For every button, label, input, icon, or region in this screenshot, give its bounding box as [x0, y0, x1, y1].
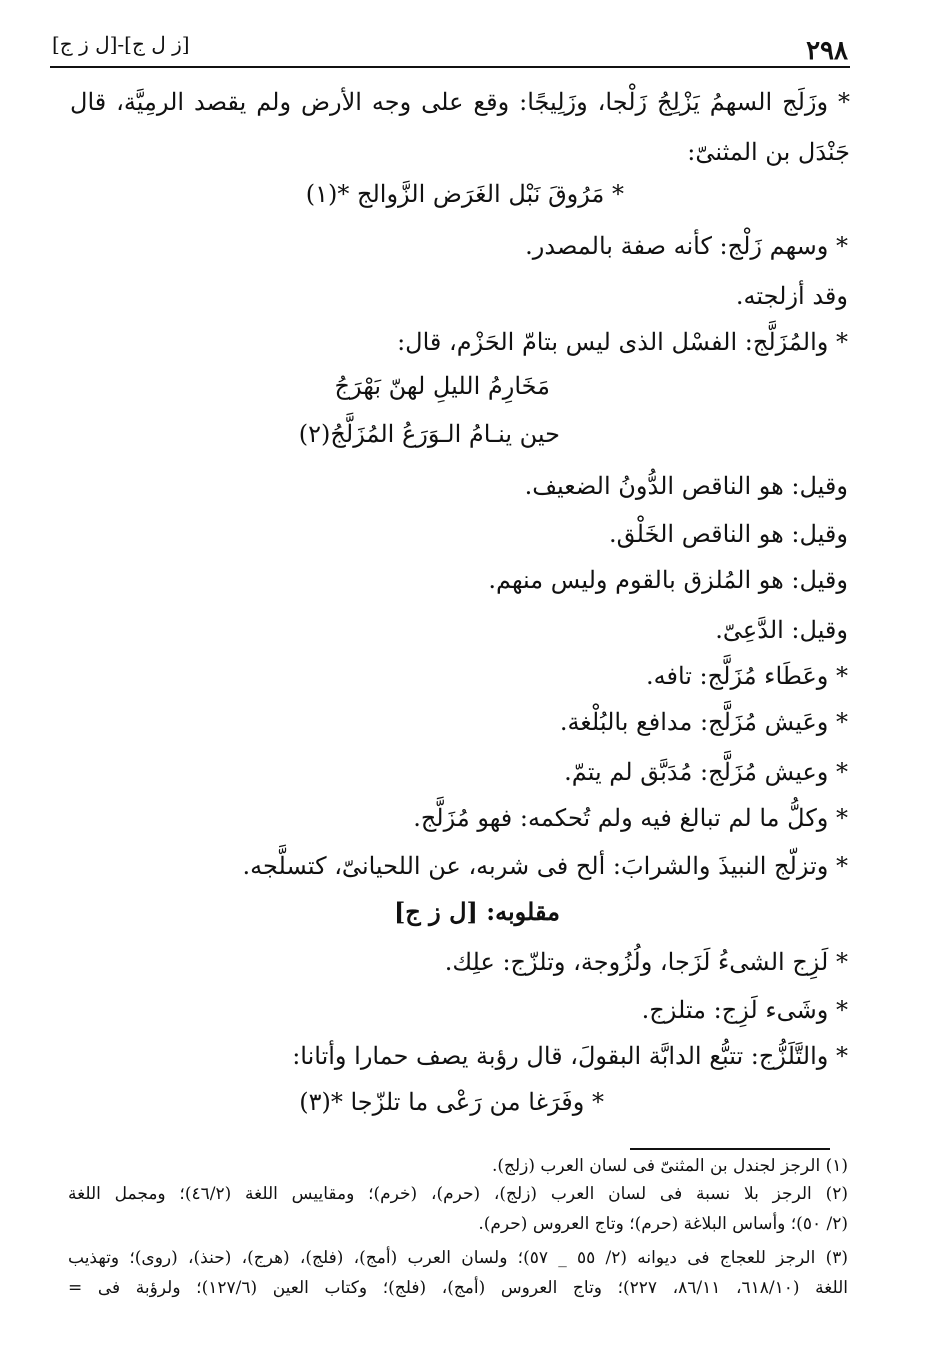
- body-line-16: * وكلُّ ما لم تبالغ فيه ولم تُحكمه: فهو مُزَلَّج.: [413, 804, 848, 832]
- body-line-20: * وشَىء لَزِج: متلزج.: [641, 996, 848, 1024]
- body-line-2: جَنْدَل بن المثنىّ:: [687, 138, 850, 166]
- footnote-3-line-2: اللغة (٦١٨/١٠، ٨٦/١١، ٢٢٧)؛ وتاج العروس (أمج)، (فلج)؛ وكتاب العين (١٢٧/٦)؛ ولرؤبة فى =: [68, 1278, 849, 1298]
- body-line-21: * والتَّلَزُّج: تتبُّع الدابَّة البقولَ، قال رؤبة يصف حمارا وأتانا:: [292, 1042, 848, 1070]
- body-line-19: * لَزِج الشىءُ لَزَجا، ولُزُوجة، وتلزّج: علِك.: [444, 948, 848, 976]
- page-number: ٢٩٨: [806, 36, 848, 66]
- body-line-11: وقيل: هو المُلزق بالقوم وليس منهم.: [488, 566, 848, 594]
- body-line-14: * وعَيش مُزَلَّج: مدافع بالبُلْغة.: [559, 708, 848, 736]
- body-line-12: وقيل: الدَّعِىّ.: [715, 616, 848, 644]
- body-line-13: * وعَطَاء مُزَلَّج: تافه.: [645, 662, 848, 690]
- body-line-5: وقد أزلجته.: [735, 282, 848, 310]
- body-line-15: * وعيش مُزَلَّج: مُدَبَّق لم يتمّ.: [564, 758, 848, 786]
- footnote-2-line-2: (٢/ ٥٠)؛ وأساس البلاغة (حرم)؛ وتاج العروس (حرم).: [478, 1214, 848, 1234]
- body-line-1: * وزَلَج السهمُ يَزْلِجُ زَلْجا، وزَلِيجًا: وقع على وجه الأرض ولم يقصد الرمِيَّة، قال: [70, 88, 850, 116]
- body-line-17: * وتزلّج النبيذَ والشرابَ: ألح فى شربه، عن اللحيانىّ، كتسلَّجه.: [242, 852, 848, 880]
- verse-line-4: * وفَرَغا من رَعْى ما تلزّجا *(٣): [299, 1088, 604, 1116]
- footnote-2-line-1: (٢) الرجز بلا نسبة فى لسان العرب (زلج)، (حرم)، (خرم)؛ ومقاييس اللغة (٤٦/٢)؛ ومجمل اللغة: [68, 1184, 848, 1204]
- body-line-10: وقيل: هو الناقص الخَلْق.: [609, 520, 848, 548]
- verse-line-3: حين ينـامُ الـوَرَعُ المُزَلَّجُ(٢): [298, 420, 560, 448]
- footnote-1: (١) الرجز لجندل بن المثنىّ فى لسان العرب (زلج).: [491, 1156, 848, 1176]
- verse-line-2: مَخَارِمُ الليلِ لهنّ بَهْرَجُ: [334, 372, 550, 400]
- subheading-inverse: مقلوبه: [ل ز ج]: [393, 897, 560, 926]
- running-header-roots: [ز ل ج]-[ل ز ج]: [52, 32, 190, 56]
- body-line-4: * وسهم زَلْج: كأنه صفة بالمصدر.: [525, 232, 848, 260]
- footnote-3-line-1: (٣) الرجز للعجاج فى ديوانه (٢/ ٥٥ _ ٥٧)؛ ولسان العرب (أمج)، (فلج)، (هرج)، (حنذ)، (روى)؛ وتهذيب: [68, 1248, 848, 1268]
- verse-line-1: * مَرُوقَ نَبْل الغَرَض الزَّوالج *(١): [305, 180, 624, 208]
- body-line-6: * والمُزَلَّج: الفسْل الذى ليس بتامّ الحَزْم، قال:: [397, 328, 848, 356]
- header-rule: [50, 66, 850, 68]
- footnote-rule: [630, 1148, 830, 1150]
- body-line-9: وقيل: هو الناقص الدُّونُ الضعيف.: [524, 472, 848, 500]
